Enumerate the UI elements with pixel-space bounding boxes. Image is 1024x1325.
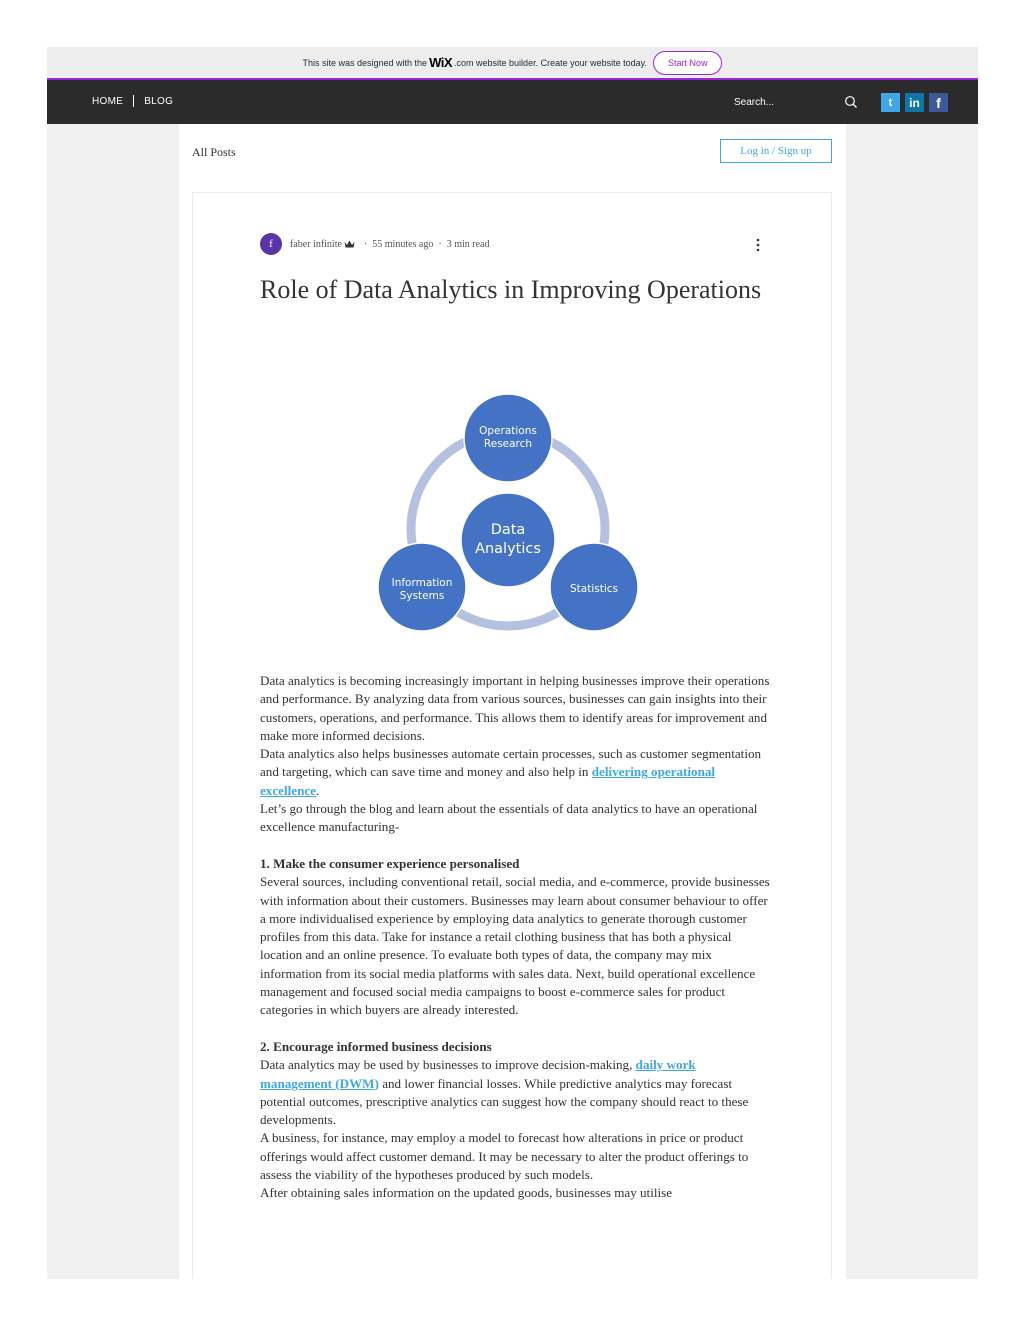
banner-text-before: This site was designed with the bbox=[302, 57, 428, 68]
post-time: 55 minutes ago bbox=[372, 238, 434, 250]
paragraph: After obtaining sales information on the updated goods, businesses may utilise bbox=[260, 1185, 673, 1201]
daily-work-management-link[interactable]: daily work management (DWM) bbox=[260, 1057, 696, 1091]
post-card bbox=[192, 192, 832, 1279]
label-operations: Operations bbox=[479, 425, 537, 437]
paragraph: Let’s go through the blog and learn about the essentials of data analytics to have an operational excellence manufacturing- bbox=[260, 801, 758, 835]
section-heading: 2. Encourage informed business decisions bbox=[260, 1038, 492, 1054]
author-avatar[interactable]: f bbox=[260, 233, 282, 255]
linkedin-icon[interactable]: in bbox=[905, 93, 924, 112]
blog-content bbox=[179, 124, 846, 1279]
paragraph-text: and lower financial losses. While predictive analytics may forecast potential outcomes, prescriptive analytics can suggest how the company should react to these developments. bbox=[260, 1075, 749, 1128]
post-title: Role of Data Analytics in Improving Operations bbox=[260, 275, 762, 304]
paragraph-text: Data analytics may be used by businesses to improve decision-making, bbox=[260, 1057, 633, 1073]
label-systems: Systems bbox=[399, 590, 445, 602]
all-posts-link[interactable]: All Posts bbox=[192, 145, 236, 159]
section-heading: 1. Make the consumer experience personalised bbox=[260, 855, 520, 871]
circle-data-analytics bbox=[461, 493, 555, 587]
post-meta bbox=[260, 233, 489, 255]
meta-separator: · bbox=[363, 238, 368, 250]
nav-menu bbox=[92, 95, 173, 107]
spacer bbox=[260, 1020, 770, 1038]
label-data: Data bbox=[490, 522, 526, 538]
search-icon[interactable] bbox=[844, 95, 858, 109]
paragraph: A business, for instance, may employ a model to forecast how alterations in price or product offerings would affect customer demand. It may be necessary to alter the product offerings to assess the viability of the hypotheses produced by such models. bbox=[260, 1130, 749, 1183]
admin-crown-icon bbox=[344, 240, 355, 249]
nav-divider bbox=[133, 95, 134, 107]
wix-logo: WiX bbox=[429, 55, 453, 70]
read-time: 3 min read bbox=[446, 238, 490, 250]
data-analytics-diagram bbox=[373, 394, 643, 656]
login-signup-button[interactable]: Log in / Sign up bbox=[720, 139, 832, 163]
label-analytics: Analytics bbox=[475, 541, 541, 557]
twitter-icon[interactable]: t bbox=[881, 93, 900, 112]
paragraph-text: . bbox=[315, 782, 320, 798]
label-statistics: Statistics bbox=[570, 583, 618, 595]
paragraph: Data analytics is becoming increasingly important in helping businesses improve their operations and performance. By analyzing data from various sources, businesses can gain insights into their customers, operations, and performance. This allows them to identify areas for improvement and make more informed decisions. bbox=[260, 673, 770, 743]
author-name[interactable]: faber infinite bbox=[290, 238, 342, 250]
paragraph-text: Data analytics also helps businesses automate certain processes, such as customer segmentation and targeting, which can save time and money and also help in bbox=[260, 746, 762, 780]
page-frame bbox=[47, 47, 978, 1279]
nav-item-home[interactable]: HOME bbox=[92, 95, 124, 107]
paragraph bbox=[260, 745, 770, 800]
delivering-operational-excellence-link[interactable]: delivering operational excellence bbox=[260, 764, 716, 798]
site-navbar bbox=[47, 80, 978, 124]
wix-banner bbox=[47, 47, 978, 80]
facebook-icon[interactable]: f bbox=[929, 93, 948, 112]
spacer bbox=[260, 837, 770, 855]
search-box bbox=[734, 94, 856, 110]
start-now-button[interactable]: Start Now bbox=[653, 51, 723, 75]
social-bar bbox=[881, 93, 948, 112]
banner-text-after: .com website builder. Create your website today. bbox=[454, 57, 647, 68]
nav-item-blog[interactable]: BLOG bbox=[144, 95, 174, 107]
label-research: Research bbox=[483, 438, 533, 450]
paragraph: Several sources, including conventional retail, social media, and e-commerce, provide businesses with information about their customers. Businesses may learn about consumer behaviour to offer a more individualised experience by employing data analytics to generate thorough customer profiles from this data. Take for instance a retail clothing business that has both a physical location and an online presence. To evaluate both types of data, the company may mix information from its social media platforms with sales data. Next, build operational excellence management and focused social media campaigns to boost e-commerce sales for product categories in which buyers are already interested. bbox=[260, 874, 770, 1018]
paragraph bbox=[260, 1056, 770, 1129]
label-information: Information bbox=[391, 577, 453, 589]
search-input[interactable] bbox=[734, 94, 834, 110]
post-body bbox=[260, 672, 770, 1203]
more-options-icon[interactable] bbox=[756, 238, 760, 252]
meta-separator: · bbox=[438, 238, 442, 250]
